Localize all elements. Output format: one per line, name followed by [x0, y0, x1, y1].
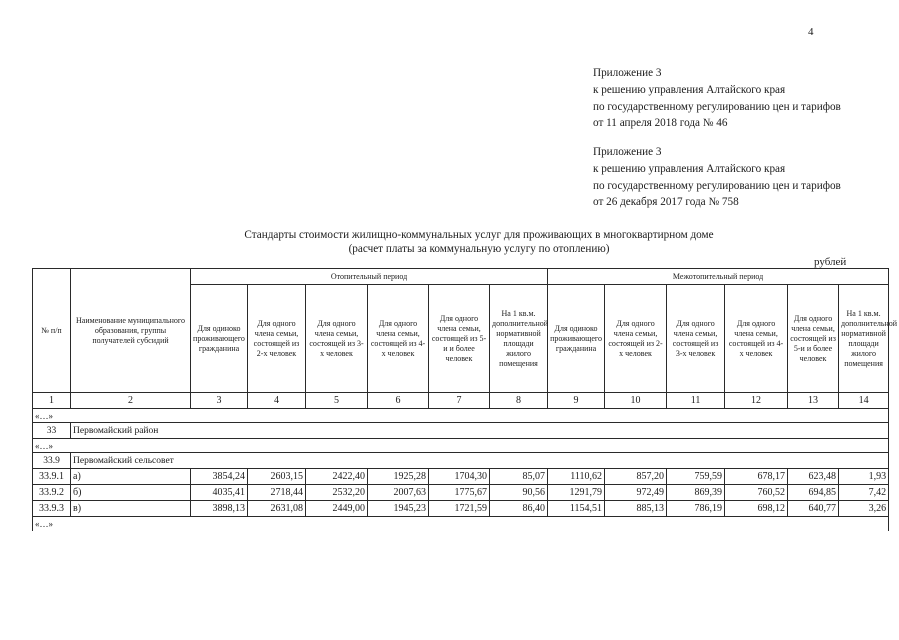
table-cell: 2631,08: [248, 501, 306, 517]
header-inter-heating-subcolumn: Для одиноко проживающего гражданина: [548, 285, 605, 393]
header-heating-subcolumn: Для одного члена семьи, состоящей из 4-х человек: [368, 285, 429, 393]
header-inter-heating-subcolumn: Для одного члена семьи, состоящей из 4-х человек: [725, 285, 788, 393]
column-number: 2: [71, 393, 191, 409]
annex-authority-purpose: по государственному регулированию цен и тарифов: [593, 179, 841, 192]
document-title: [200, 228, 758, 256]
table-cell: 885,13: [605, 501, 667, 517]
table-cell: 678,17: [725, 469, 788, 485]
table-cell: 1,93: [839, 469, 889, 485]
table-cell: 760,52: [725, 485, 788, 501]
table-cell: 90,56: [490, 485, 548, 501]
table-cell: 2007,63: [368, 485, 429, 501]
column-number: 7: [429, 393, 490, 409]
table-cell: 972,49: [605, 485, 667, 501]
annex-decision-date: от 11 апреля 2018 года № 46: [593, 117, 728, 130]
currency-unit: рублей: [814, 256, 847, 268]
header-heating-period: Отопительный период: [191, 269, 548, 285]
table-cell: 857,20: [605, 469, 667, 485]
annex-authority: к решению управления Алтайского края: [593, 83, 786, 96]
table-cell: 3854,24: [191, 469, 248, 485]
table-cell: 2532,20: [306, 485, 368, 501]
header-heating-subcolumn: На 1 кв.м. дополнительной нормативной площади жилого помещения: [490, 285, 548, 393]
page-number: 4: [808, 26, 814, 38]
region-row: [33, 423, 889, 439]
table-cell: 3898,13: [191, 501, 248, 517]
table-cell: 4035,41: [191, 485, 248, 501]
table-row: [33, 501, 889, 517]
table-cell: 86,40: [490, 501, 548, 517]
table-cell: 2718,44: [248, 485, 306, 501]
table-cell: 1925,28: [368, 469, 429, 485]
annex-authority-purpose: по государственному регулированию цен и тарифов: [593, 100, 841, 113]
table-cell: 3,26: [839, 501, 889, 517]
annex-title: Приложение 3: [593, 67, 662, 79]
table-cell: 698,12: [725, 501, 788, 517]
column-number: 5: [306, 393, 368, 409]
data-rows: [33, 469, 889, 517]
column-number: 8: [490, 393, 548, 409]
row-code: 33.9.2: [33, 485, 71, 501]
column-number: 4: [248, 393, 306, 409]
tariff-table: [32, 268, 898, 531]
column-number-row: [33, 393, 889, 409]
table-cell: 7,42: [839, 485, 889, 501]
row-group: а): [71, 469, 191, 485]
table-cell: 1291,79: [548, 485, 605, 501]
header-inter-heating-subcolumn: Для одного члена семьи, состоящей из 5-и и более человек: [788, 285, 839, 393]
table-cell: 869,39: [667, 485, 725, 501]
column-number: 10: [605, 393, 667, 409]
column-number: 11: [667, 393, 725, 409]
ellipsis-row: [33, 517, 889, 531]
table-cell: 786,19: [667, 501, 725, 517]
region-name: Первомайский район: [71, 423, 889, 439]
table-cell: 1775,67: [429, 485, 490, 501]
header-heating-subcolumn: Для одиноко проживающего гражданина: [191, 285, 248, 393]
table-cell: 1721,59: [429, 501, 490, 517]
table-cell: 1154,51: [548, 501, 605, 517]
table-cell: 85,07: [490, 469, 548, 485]
council-code: 33.9: [33, 453, 71, 469]
annex-decision-date: от 26 декабря 2017 года № 758: [593, 196, 739, 209]
annex-header-2018: [593, 65, 841, 132]
title-line-main: Стандарты стоимости жилищно-коммунальных услуг для проживающих в многоквартирном доме: [244, 229, 714, 241]
header-inter-heating-subcolumn: Для одного члена семьи, состоящей из 2-х человек: [605, 285, 667, 393]
row-code: 33.9.1: [33, 469, 71, 485]
column-number: 6: [368, 393, 429, 409]
annex-title: Приложение 3: [593, 146, 662, 158]
column-number: 1: [33, 393, 71, 409]
column-number: 13: [788, 393, 839, 409]
header-row-number: № п/п: [33, 269, 71, 393]
council-name: Первомайский сельсовет: [71, 453, 889, 469]
table-row: [33, 485, 889, 501]
header-inter-heating-subcolumn: На 1 кв.м. дополнительной нормативной площади жилого помещения: [839, 285, 889, 393]
annex-header-2017: [593, 144, 841, 211]
column-number: 9: [548, 393, 605, 409]
ellipsis-row: [33, 409, 889, 423]
header-municipality-name: Наименование муниципального образования, группы получателей субсидий: [71, 269, 191, 393]
ellipsis-row: [33, 439, 889, 453]
ellipsis-mark: «…»: [33, 439, 889, 453]
table-cell: 1704,30: [429, 469, 490, 485]
table-cell: 2603,15: [248, 469, 306, 485]
table-cell: 1110,62: [548, 469, 605, 485]
ellipsis-mark: «…»: [33, 517, 889, 531]
column-number: 3: [191, 393, 248, 409]
header-heating-subcolumn: Для одного члена семьи, состоящей из 5-и и более человек: [429, 285, 490, 393]
council-row: [33, 453, 889, 469]
row-group: б): [71, 485, 191, 501]
header-inter-heating-subcolumn: Для одного члена семьи, состоящей из 3-х человек: [667, 285, 725, 393]
ellipsis-mark: «…»: [33, 409, 889, 423]
header-heating-subcolumn: Для одного члена семьи, состоящей из 2-х человек: [248, 285, 306, 393]
row-code: 33.9.3: [33, 501, 71, 517]
header-heating-subcolumn: Для одного члена семьи, состоящей из 3-х человек: [306, 285, 368, 393]
table-cell: 1945,23: [368, 501, 429, 517]
table-row: [33, 469, 889, 485]
region-code: 33: [33, 423, 71, 439]
column-number: 14: [839, 393, 889, 409]
table-cell: 2422,40: [306, 469, 368, 485]
table-cell: 759,59: [667, 469, 725, 485]
table-cell: 640,77: [788, 501, 839, 517]
row-group: в): [71, 501, 191, 517]
title-line-subtitle: (расчет платы за коммунальную услугу по отоплению): [348, 243, 610, 255]
table-cell: 2449,00: [306, 501, 368, 517]
header-inter-heating-period: Межотопительный период: [548, 269, 889, 285]
table-cell: 694,85: [788, 485, 839, 501]
column-number: 12: [725, 393, 788, 409]
table-cell: 623,48: [788, 469, 839, 485]
annex-authority: к решению управления Алтайского края: [593, 162, 786, 175]
